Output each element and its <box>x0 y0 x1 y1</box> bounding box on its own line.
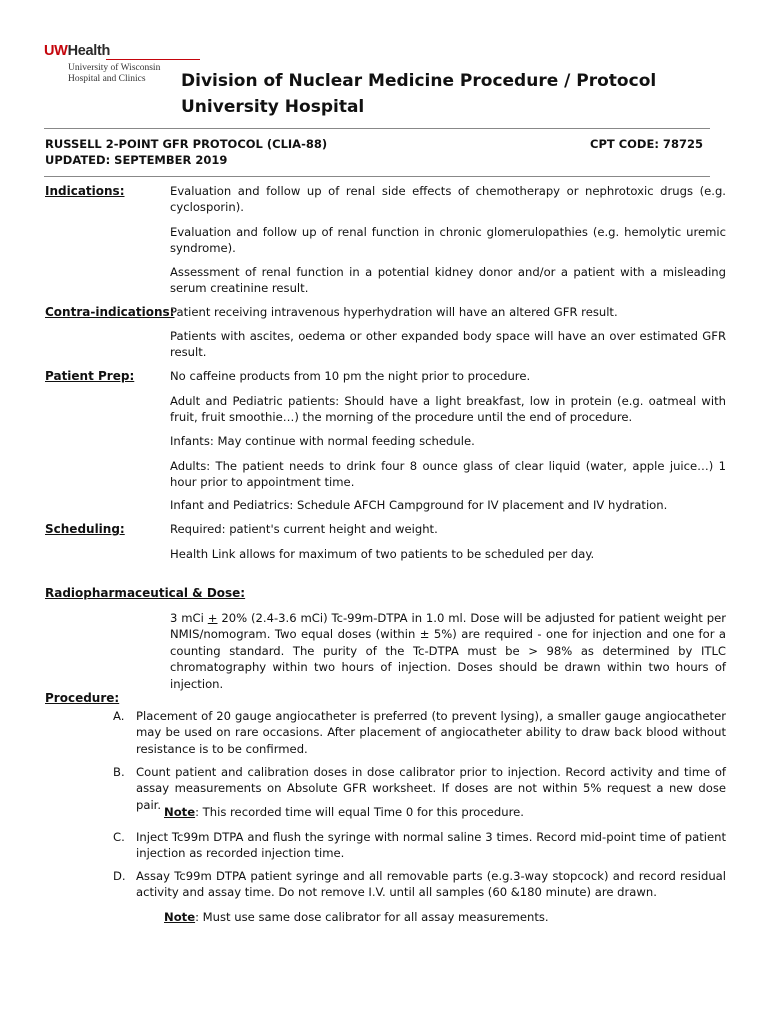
dose-paragraph <box>170 610 726 692</box>
step-b-letter: B. <box>113 765 125 779</box>
logo-wordmark: UWHealth <box>44 43 111 59</box>
scheduling-label: Scheduling: <box>45 522 125 536</box>
scheduling-item-1: Required: patient's current height and weight. <box>170 522 438 536</box>
logo-rule <box>106 59 200 60</box>
document-title-block <box>181 68 656 120</box>
radiopharmaceutical-label: Radiopharmaceutical & Dose: <box>45 586 246 600</box>
step-a-letter: A. <box>113 709 125 723</box>
dose-text-start: 3 mCi <box>170 611 208 625</box>
step-b-text: Count patient and calibration doses in dose calibrator prior to injection. Record activity and time of assay measurements on Absolute GFR worksheet. If doses are not within 5% request a new dose pair. <box>136 765 726 812</box>
note-text: : This recorded time will equal Time 0 for this procedure. <box>195 805 524 819</box>
prep-item-2: Adult and Pediatric patients: Should have a light breakfast, low in protein (e.g. oatmeal with fruit, fruit smoothie…) the morning of the procedure until the end of procedure. <box>170 394 726 425</box>
step-a-text: Placement of 20 gauge angiocatheter is preferred (to prevent lysing), a smaller gauge angiocatheter may be used on rare occasions. After placement of angiocatheter ability to draw back blood without resistance is to be confirmed. <box>136 709 726 756</box>
indications-label: Indications: <box>45 184 125 198</box>
contraindications-label: Contra-indications: <box>45 305 175 319</box>
contraindication-2: Patients with ascites, oedema or other expanded body space will have an over estimated GFR result. <box>170 329 726 360</box>
cpt-code: CPT CODE: 78725 <box>590 137 703 151</box>
contraindication-1: Patient receiving intravenous hyperhydration will have an altered GFR result. <box>170 305 618 319</box>
header-rule-top <box>44 128 710 129</box>
step-c-letter: C. <box>113 830 125 844</box>
step-d-letter: D. <box>113 869 126 883</box>
prep-item-1: No caffeine products from 10 pm the night prior to procedure. <box>170 369 531 383</box>
indication-1: Evaluation and follow up of renal side effects of chemotherapy or nephrotoxic drugs (e.g. cyclosporin). <box>170 184 726 215</box>
dose-text-rest: 20% (2.4-3.6 mCi) Tc-99m-DTPA in 1.0 ml. Dose will be adjusted for patient weight per NMIS/nomogram. Two equal doses (within ± 5%) are required - one for injection and one for a counting standard. The purity of the Tc-DTPA must be > 98% as determined by ITLC chromatography within two hours of injection. Doses should be drawn within two hours of injection. <box>170 611 726 691</box>
prep-item-3: Infants: May continue with normal feeding schedule. <box>170 434 475 448</box>
step-b-note <box>164 804 524 820</box>
note-label: Note <box>164 805 196 819</box>
protocol-name: RUSSELL 2-POINT GFR PROTOCOL (CLIA-88) <box>45 137 328 151</box>
uw-health-logo <box>44 43 162 85</box>
note-text: : Must use same dose calibrator for all assay measurements. <box>195 910 549 924</box>
scheduling-item-2: Health Link allows for maximum of two patients to be scheduled per day. <box>170 547 595 561</box>
plus-minus-sign: + <box>207 611 218 625</box>
indication-3: Assessment of renal function in a potential kidney donor and/or a patient with a misleading serum creatinine result. <box>170 265 726 296</box>
procedure-label: Procedure: <box>45 691 120 705</box>
logo-line-1: University of Wisconsin <box>68 63 161 73</box>
step-d-note <box>164 909 549 925</box>
prep-item-5: Infant and Pediatrics: Schedule AFCH Campground for IV placement and IV hydration. <box>170 498 668 512</box>
step-d-text: Assay Tc99m DTPA patient syringe and all removable parts (e.g.3-way stopcock) and record residual activity and assay time. Do not remove I.V. until all samples (60 &180 minute) are drawn. <box>136 869 726 900</box>
document-title: Division of Nuclear Medicine Procedure / Protocol <box>181 71 657 91</box>
patient-prep-label: Patient Prep: <box>45 369 135 383</box>
updated-date: UPDATED: SEPTEMBER 2019 <box>45 153 228 167</box>
note-label: Note <box>164 910 196 924</box>
document-subtitle: University Hospital <box>181 97 365 117</box>
header-rule-bottom <box>44 176 710 177</box>
logo-line-2: Hospital and Clinics <box>68 74 146 84</box>
prep-item-4: Adults: The patient needs to drink four 8 ounce glass of clear liquid (water, apple juice…) 1 hour prior to appointment time. <box>170 459 726 490</box>
indication-2: Evaluation and follow up of renal function in chronic glomerulopathies (e.g. hemolytic uremic syndrome). <box>170 225 726 256</box>
step-c-text: Inject Tc99m DTPA and flush the syringe with normal saline 3 times. Record mid-point time of patient injection as recorded injection time. <box>136 830 726 861</box>
